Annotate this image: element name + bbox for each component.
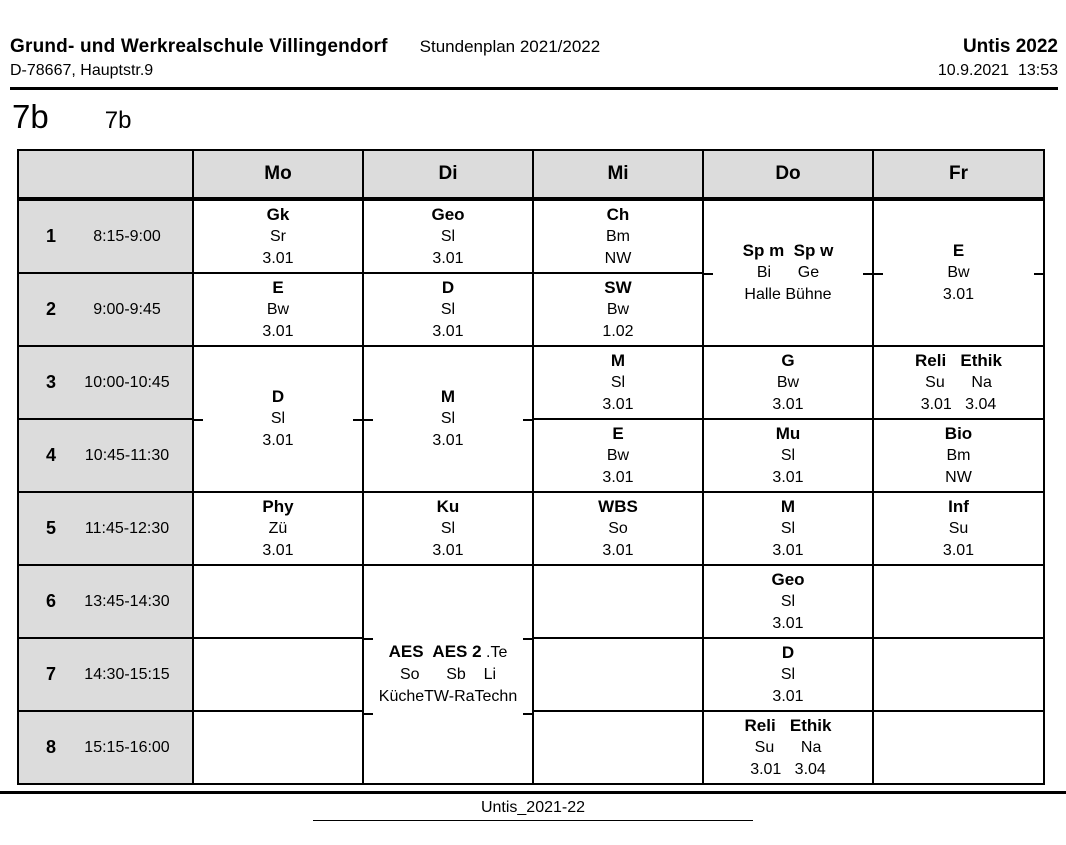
lesson-teacher: Bw bbox=[947, 264, 970, 281]
lesson-cell bbox=[703, 565, 873, 638]
lesson-teacher: Sl bbox=[780, 665, 796, 683]
lesson-cell bbox=[193, 273, 363, 346]
lesson-teacher: Bm bbox=[606, 227, 630, 245]
lesson-room: 3.01 bbox=[772, 687, 804, 705]
lesson-teacher: Bw bbox=[776, 373, 800, 391]
lesson-room: Halle Bühne bbox=[744, 286, 832, 303]
lesson-room: 3.01 bbox=[262, 541, 294, 559]
period-time: 13:45-14:30 bbox=[84, 592, 170, 610]
class-title-row bbox=[12, 98, 1066, 136]
table-row bbox=[18, 199, 1044, 273]
empty-cell bbox=[533, 711, 703, 784]
period-number: 7 bbox=[46, 664, 57, 684]
lesson-cell bbox=[533, 273, 703, 346]
lesson-room: 3.01 bbox=[772, 468, 804, 486]
lesson-subject: Geo bbox=[771, 569, 805, 589]
day-header-row bbox=[18, 150, 1044, 199]
period-number: 1 bbox=[46, 226, 57, 246]
timetable bbox=[17, 149, 1045, 785]
lesson-teacher: Sl bbox=[780, 446, 796, 464]
lesson-teacher: Bw bbox=[606, 446, 630, 464]
lesson-subject: AES AES 2 .Te bbox=[388, 642, 508, 661]
period-number: 6 bbox=[46, 591, 57, 611]
lesson-cell bbox=[873, 492, 1044, 565]
lesson-room: 3.01 3.04 bbox=[750, 760, 826, 778]
period-cell bbox=[18, 711, 193, 784]
lesson-room: NW bbox=[604, 249, 632, 267]
lesson-subject: Inf bbox=[948, 496, 969, 516]
app-brand: Untis 2022 bbox=[962, 36, 1058, 57]
lesson-teacher: Sl bbox=[440, 519, 456, 537]
lesson-subject: Reli Ethik bbox=[744, 715, 832, 735]
table-row bbox=[18, 492, 1044, 565]
lesson-teacher: So Sb Li bbox=[399, 666, 497, 683]
period-divider-stub bbox=[364, 713, 373, 715]
lesson-room: 3.01 bbox=[432, 322, 464, 340]
period-divider-stub bbox=[1034, 273, 1043, 275]
lesson-subject: Ku bbox=[436, 496, 460, 516]
lesson-cell bbox=[703, 711, 873, 784]
lesson-teacher: Sl bbox=[440, 227, 456, 245]
lesson-teacher: Su bbox=[948, 519, 969, 537]
footer-file-label: Untis_2021-22 bbox=[480, 799, 586, 816]
lesson-cell bbox=[363, 565, 533, 784]
lesson-subject: D bbox=[441, 277, 455, 297]
day-header-do: Do bbox=[703, 150, 873, 199]
lesson-room: 3.01 bbox=[262, 432, 294, 449]
lesson-teacher: Bw bbox=[606, 300, 630, 318]
class-name: 7b bbox=[104, 107, 132, 134]
lesson-teacher: So bbox=[608, 519, 628, 537]
period-divider-stub bbox=[874, 273, 883, 275]
lesson-subject: Gk bbox=[266, 204, 290, 224]
period-divider-stub bbox=[353, 419, 362, 421]
lesson-subject: E bbox=[272, 277, 284, 297]
lesson-room: 3.01 bbox=[772, 614, 804, 632]
period-time: 15:15-16:00 bbox=[84, 738, 170, 756]
period-number: 2 bbox=[46, 299, 57, 319]
lesson-subject: SW bbox=[604, 277, 632, 297]
lesson-teacher: Bw bbox=[266, 300, 290, 318]
plan-title: Stundenplan 2021/2022 bbox=[419, 37, 601, 56]
table-row bbox=[18, 565, 1044, 638]
day-header-mi: Mi bbox=[533, 150, 703, 199]
lesson-room: 3.01 bbox=[432, 432, 464, 449]
period-cell bbox=[18, 492, 193, 565]
lesson-subject: G bbox=[781, 350, 795, 370]
lesson-teacher: Sl bbox=[610, 373, 626, 391]
lesson-subject: M bbox=[780, 496, 796, 516]
lesson-cell bbox=[533, 199, 703, 273]
lesson-subject: WBS bbox=[598, 496, 638, 516]
period-number: 3 bbox=[46, 372, 57, 392]
lesson-teacher: Su Na bbox=[754, 738, 822, 756]
lesson-subject: Phy bbox=[262, 496, 294, 516]
lesson-subject: Mu bbox=[775, 423, 801, 443]
lesson-room: 3.01 bbox=[942, 286, 975, 303]
empty-cell bbox=[193, 711, 363, 784]
period-number: 4 bbox=[46, 445, 57, 465]
lesson-cell bbox=[703, 346, 873, 419]
period-divider-stub bbox=[523, 638, 532, 640]
period-divider-stub bbox=[523, 713, 532, 715]
empty-cell bbox=[873, 638, 1044, 711]
lesson-room: 3.01 bbox=[262, 322, 294, 340]
day-header-fr: Fr bbox=[873, 150, 1044, 199]
period-number: 8 bbox=[46, 737, 57, 757]
lesson-subject: Geo bbox=[431, 204, 465, 224]
period-divider-stub bbox=[704, 273, 713, 275]
lesson-cell bbox=[873, 346, 1044, 419]
lesson-subject: E bbox=[952, 241, 965, 260]
empty-cell bbox=[193, 565, 363, 638]
lesson-subject: D bbox=[781, 642, 795, 662]
lesson-teacher: Sl bbox=[780, 519, 796, 537]
lesson-subject: M bbox=[610, 350, 626, 370]
lesson-cell bbox=[873, 199, 1044, 346]
lesson-subject: Ch bbox=[606, 204, 630, 224]
school-name: Grund- und Werkrealschule Villingendorf bbox=[10, 36, 388, 57]
lesson-room: 3.01 bbox=[772, 395, 804, 413]
lesson-teacher: Sl bbox=[270, 410, 286, 427]
lesson-cell bbox=[703, 199, 873, 346]
lesson-cell bbox=[703, 419, 873, 492]
lesson-cell bbox=[363, 199, 533, 273]
period-cell bbox=[18, 273, 193, 346]
lesson-room: 3.01 bbox=[772, 541, 804, 559]
empty-cell bbox=[873, 711, 1044, 784]
period-time: 14:30-15:15 bbox=[84, 665, 170, 683]
lesson-room: KücheTW-RaTechn bbox=[378, 688, 518, 705]
header-rule bbox=[10, 87, 1058, 90]
class-id: 7b bbox=[12, 98, 49, 135]
period-divider-stub bbox=[194, 419, 203, 421]
period-time: 10:45-11:30 bbox=[84, 446, 170, 464]
lesson-room: 3.01 bbox=[262, 249, 294, 267]
lesson-teacher: Sr bbox=[270, 227, 286, 245]
period-cell bbox=[18, 565, 193, 638]
lesson-teacher: Sl bbox=[440, 410, 456, 427]
period-number: 5 bbox=[46, 518, 57, 538]
lesson-room: 3.01 bbox=[432, 541, 464, 559]
print-datetime: 10.9.2021 13:53 bbox=[937, 62, 1058, 79]
period-cell bbox=[18, 199, 193, 273]
lesson-subject: Bio bbox=[944, 423, 973, 443]
lesson-teacher: Sl bbox=[440, 300, 456, 318]
lesson-teacher: Sl bbox=[780, 592, 796, 610]
empty-cell bbox=[533, 565, 703, 638]
lesson-cell bbox=[193, 492, 363, 565]
lesson-room: 3.01 3.04 bbox=[920, 395, 997, 413]
lesson-teacher: Su Na bbox=[925, 373, 992, 391]
footer-rule bbox=[0, 791, 1066, 794]
lesson-cell bbox=[193, 199, 363, 273]
period-time: 11:45-12:30 bbox=[84, 519, 170, 537]
lesson-subject: M bbox=[440, 387, 456, 406]
lesson-cell bbox=[533, 492, 703, 565]
footer-underline bbox=[313, 820, 753, 821]
empty-cell bbox=[193, 638, 363, 711]
lesson-cell bbox=[193, 346, 363, 492]
corner-cell bbox=[18, 150, 193, 199]
empty-cell bbox=[533, 638, 703, 711]
period-cell bbox=[18, 419, 193, 492]
day-header-di: Di bbox=[363, 150, 533, 199]
lesson-subject: D bbox=[271, 387, 285, 406]
lesson-teacher: Zü bbox=[268, 519, 288, 537]
day-header-mo: Mo bbox=[193, 150, 363, 199]
lesson-cell bbox=[533, 419, 703, 492]
empty-cell bbox=[873, 565, 1044, 638]
lesson-room: 3.01 bbox=[602, 541, 634, 559]
lesson-cell bbox=[533, 346, 703, 419]
period-divider-stub bbox=[863, 273, 872, 275]
lesson-subject: Sp m Sp w bbox=[742, 241, 834, 260]
lesson-room: 1.02 bbox=[602, 322, 634, 340]
lesson-cell bbox=[363, 346, 533, 492]
period-time: 10:00-10:45 bbox=[84, 373, 170, 391]
lesson-cell bbox=[703, 492, 873, 565]
lesson-teacher: Bm bbox=[946, 446, 971, 464]
lesson-room: 3.01 bbox=[602, 395, 634, 413]
lesson-room: 3.01 bbox=[942, 541, 975, 559]
lesson-room: 3.01 bbox=[602, 468, 634, 486]
lesson-subject: E bbox=[612, 423, 624, 443]
lesson-cell bbox=[703, 638, 873, 711]
lesson-cell bbox=[363, 273, 533, 346]
lesson-room: NW bbox=[945, 468, 972, 486]
period-divider-stub bbox=[364, 638, 373, 640]
period-time: 8:15-9:00 bbox=[93, 227, 161, 245]
period-cell bbox=[18, 638, 193, 711]
period-divider-stub bbox=[523, 419, 532, 421]
lesson-teacher: Bi Ge bbox=[756, 264, 820, 281]
table-row bbox=[18, 346, 1044, 419]
lesson-cell bbox=[363, 492, 533, 565]
lesson-subject: Reli Ethik bbox=[915, 350, 1002, 370]
period-divider-stub bbox=[364, 419, 373, 421]
school-address: D-78667, Hauptstr.9 bbox=[10, 62, 154, 79]
lesson-room: 3.01 bbox=[432, 249, 464, 267]
page-header bbox=[0, 0, 1066, 90]
period-time: 9:00-9:45 bbox=[93, 300, 161, 318]
lesson-cell bbox=[873, 419, 1044, 492]
period-cell bbox=[18, 346, 193, 419]
